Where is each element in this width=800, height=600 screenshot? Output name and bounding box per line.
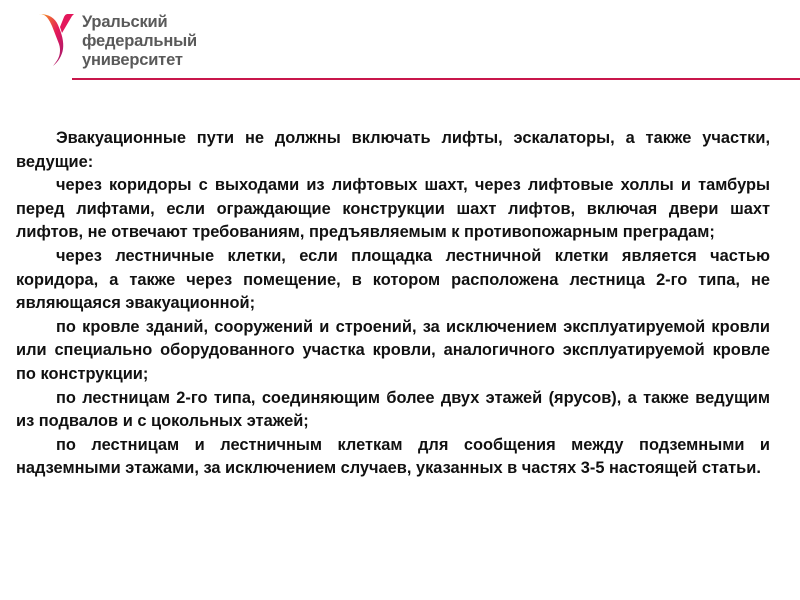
university-name-line-2: федеральный (82, 32, 197, 50)
university-name-line-3: университет (82, 51, 183, 69)
slide-body (16, 127, 770, 481)
list-item: через коридоры с выходами из лифтовых шахт, через лифтовые холлы и тамбуры перед лифтами, если ограждающие конструкции шахт лифтов, включая двери шахт лифтов, не отвечают требованиям, предъявляемым к противопожарным преградам; (16, 176, 770, 242)
urfu-logo-icon (36, 12, 76, 68)
list-item: через лестничные клетки, если площадка лестничной клетки является частью коридора, а также через помещение, в котором расположена лестница 2-го типа, не являющаяся эвакуационной; (16, 246, 770, 313)
list-item: по лестницам 2-го типа, соединяющим более двух этажей (ярусов), а также ведущим из подвалов и с цокольных этажей; (16, 388, 770, 431)
intro-paragraph: Эвакуационные пути не должны включать лифты, эскалаторы, а также участки, ведущие: (16, 129, 770, 171)
university-name (82, 13, 197, 70)
header-divider (72, 78, 800, 80)
list-item: по лестницам и лестничным клеткам для сообщения между подземными и надземными этажами, за исключением случаев, указанных в частях 3-5 настоящей статьи. (16, 435, 770, 478)
university-name-line-1: Уральский (82, 13, 168, 31)
header (0, 0, 800, 82)
list-item: по кровле зданий, сооружений и строений, за исключением эксплуатируемой кровли или специально оборудованного участка кровли, аналогичного эксплуатируемой кровле по конструкции; (16, 317, 770, 383)
